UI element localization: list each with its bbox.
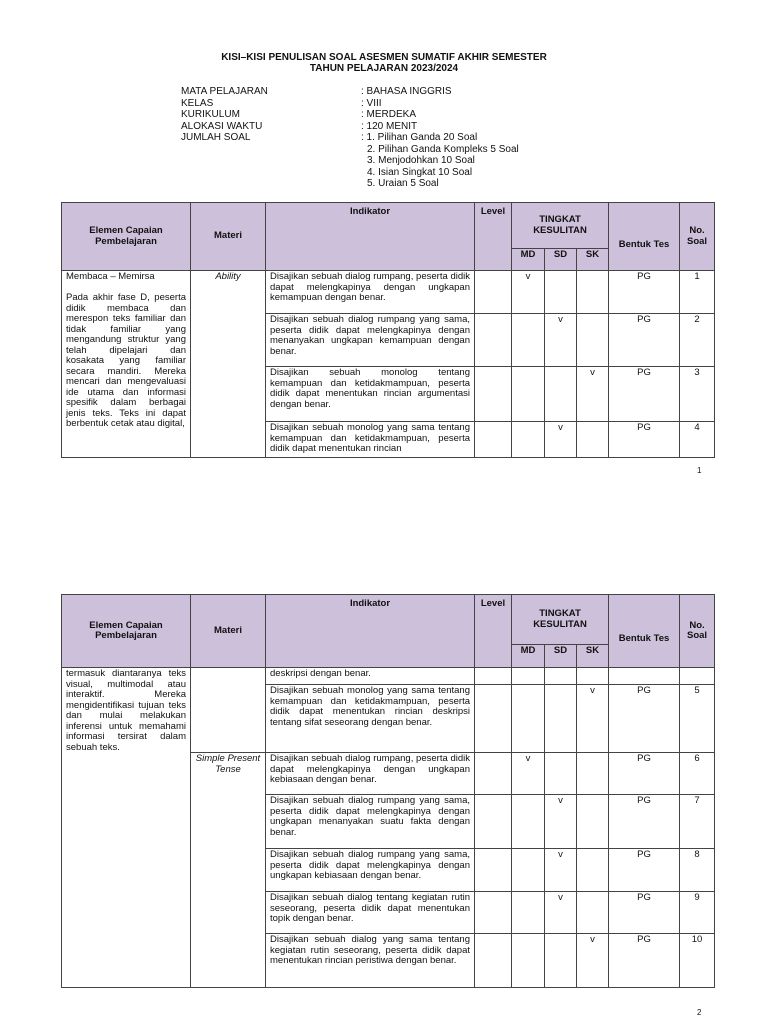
md-cell xyxy=(512,795,545,849)
no-cell: 6 xyxy=(680,753,715,795)
meta-label: KURIKULUM xyxy=(181,109,240,120)
md-cell xyxy=(512,934,545,988)
no-cell: 10 xyxy=(680,934,715,988)
header-no: No. Soal xyxy=(680,203,715,271)
no-cell xyxy=(680,668,715,685)
sk-cell xyxy=(577,271,609,314)
meta-value: : VIII xyxy=(361,97,382,109)
level-cell xyxy=(475,685,512,753)
indikator-cell: Disajikan sebuah dialog rumpang yang sama, peserta didik dapat melengkapinya dengan menanyakan ungkapan kemampuan dengan benar. xyxy=(266,314,475,367)
sd-cell: v xyxy=(545,422,577,458)
md-cell xyxy=(512,849,545,892)
no-cell: 8 xyxy=(680,849,715,892)
sd-cell xyxy=(545,753,577,795)
indikator-cell: Disajikan sebuah dialog rumpang, peserta didik dapat melengkapinya dengan ungkapan kebiasaan dengan benar. xyxy=(266,753,475,795)
sk-cell xyxy=(577,753,609,795)
sk-cell: v xyxy=(577,934,609,988)
md-cell: v xyxy=(512,271,545,314)
header-indikator: Indikator xyxy=(266,595,475,668)
header-materi: Materi xyxy=(191,203,266,271)
bentuk-cell: PG xyxy=(609,753,680,795)
header-tingkat: TINGKAT KESULITAN xyxy=(512,203,609,249)
meta-value: : 120 MENIT xyxy=(361,120,418,132)
header-no: No. Soal xyxy=(680,595,715,668)
indikator-cell: Disajikan sebuah dialog rumpang, peserta didik dapat melengkapinya dengan ungkapan kemampuan dengan benar. xyxy=(266,271,475,314)
sk-cell xyxy=(577,849,609,892)
level-cell xyxy=(475,271,512,314)
header-sk: SK xyxy=(577,645,609,668)
meta-value: 5. Uraian 5 Soal xyxy=(367,178,439,189)
no-cell: 2 xyxy=(680,314,715,367)
level-cell xyxy=(475,849,512,892)
md-cell xyxy=(512,685,545,753)
header-sd: SD xyxy=(545,249,577,271)
header-level: Level xyxy=(475,203,512,271)
header-bentuk: Bentuk Tes xyxy=(609,595,680,668)
indikator-cell: Disajikan sebuah monolog tentang kemampuan dan ketidakmampuan, peserta didik dapat menentukan rincian argumentasi dengan benar. xyxy=(266,367,475,422)
meta-labels xyxy=(181,86,268,144)
meta-label: ALOKASI WAKTU xyxy=(181,120,263,132)
indikator-cell: Disajikan sebuah dialog tentang kegiatan rutin seseorang, peserta didik dapat menentukan topik dengan benar. xyxy=(266,892,475,934)
header-elemen: Elemen Capaian Pembelajaran xyxy=(62,203,191,271)
meta-value: 4. Isian Singkat 10 Soal xyxy=(367,166,473,178)
sd-cell xyxy=(545,668,577,685)
header-tingkat: TINGKAT KESULITAN xyxy=(512,595,609,645)
sd-cell xyxy=(545,685,577,753)
meta-label: JUMLAH SOAL xyxy=(181,132,251,143)
kisi-table-page2 xyxy=(61,594,715,988)
bentuk-cell: PG xyxy=(609,422,680,458)
no-cell: 7 xyxy=(680,795,715,849)
md-cell xyxy=(512,367,545,422)
bentuk-cell: PG xyxy=(609,685,680,753)
md-cell xyxy=(512,892,545,934)
indikator-cell: Disajikan sebuah monolog yang sama tentang kemampuan dan ketidakmampuan, peserta didik dapat menentukan rincian xyxy=(266,422,475,458)
sd-cell: v xyxy=(545,795,577,849)
sk-cell xyxy=(577,422,609,458)
no-cell: 5 xyxy=(680,685,715,753)
no-cell: 1 xyxy=(680,271,715,314)
sk-cell: v xyxy=(577,685,609,753)
sd-cell: v xyxy=(545,314,577,367)
indikator-cell: Disajikan sebuah dialog yang sama tentang kegiatan rutin seseorang, peserta didik dapat menentukan rincian peristiwa dengan benar. xyxy=(266,934,475,988)
level-cell xyxy=(475,795,512,849)
header-md: MD xyxy=(512,645,545,668)
page-number: 1 xyxy=(697,466,702,475)
materi-cell: Ability xyxy=(191,271,266,458)
sk-cell xyxy=(577,668,609,685)
sk-cell: v xyxy=(577,367,609,422)
header-elemen: Elemen Capaian Pembelajaran xyxy=(62,595,191,668)
header-materi: Materi xyxy=(191,595,266,668)
sd-cell xyxy=(545,271,577,314)
meta-value: : 1. Pilihan Ganda 20 Soal xyxy=(361,132,478,143)
sd-cell xyxy=(545,934,577,988)
level-cell xyxy=(475,668,512,685)
bentuk-cell: PG xyxy=(609,795,680,849)
materi-cell: Simple Present Tense xyxy=(191,753,266,988)
meta-value: : MERDEKA xyxy=(361,109,417,120)
level-cell xyxy=(475,892,512,934)
md-cell xyxy=(512,314,545,367)
header-indikator: Indikator xyxy=(266,203,475,271)
meta-label: KELAS xyxy=(181,97,214,109)
document-subtitle: TAHUN PELAJARAN 2023/2024 xyxy=(309,63,459,74)
header-sk: SK xyxy=(577,249,609,271)
indikator-cell: Disajikan sebuah dialog rumpang yang sama, peserta didik dapat melengkapinya dengan ungkapan menanyakan suatu fakta dengan benar. xyxy=(266,795,475,849)
bentuk-cell: PG xyxy=(609,367,680,422)
meta-value: : BAHASA INGGRIS xyxy=(361,86,452,97)
md-cell xyxy=(512,668,545,685)
level-cell xyxy=(475,934,512,988)
bentuk-cell: PG xyxy=(609,314,680,367)
no-cell: 4 xyxy=(680,422,715,458)
elemen-cell: Membaca – Memirsa Pada akhir fase D, peserta didik membaca dan merespon teks familiar dan tidak familiar yang mengandung struktur yang telah dipelajari dan kosakata yang familiar secara mandiri. Mereka mencari dan mengevaluasi ide utama dan informasi spesifik dalam berbagai jenis teks. Teks ini dapat berbentuk cetak atau digital, xyxy=(62,271,191,458)
level-cell xyxy=(475,422,512,458)
level-cell xyxy=(475,753,512,795)
page-number: 2 xyxy=(697,1008,702,1017)
kisi-table-page1 xyxy=(61,202,715,458)
table-row xyxy=(62,271,715,314)
sk-cell xyxy=(577,314,609,367)
level-cell xyxy=(475,314,512,367)
document-title: KISI–KISI PENULISAN SOAL ASESMEN SUMATIF AKHIR SEMESTER xyxy=(221,52,547,63)
elemen-cell: termasuk diantaranya teks visual, multimodal atau interaktif. Mereka mengidentifikasi tujuan teks dan mulai melakukan inferensi untuk memahami informasi tersirat dalam sebuah teks. xyxy=(62,668,191,988)
indikator-cell: Disajikan sebuah monolog yang sama tentang kemampuan dan ketidakmampuan, peserta didik dapat menentukan rincian deskripsi tentang sifat seseorang dengan benar. xyxy=(266,685,475,753)
md-cell xyxy=(512,422,545,458)
no-cell: 3 xyxy=(680,367,715,422)
header-bentuk: Bentuk Tes xyxy=(609,203,680,271)
bentuk-cell xyxy=(609,668,680,685)
header-level: Level xyxy=(475,595,512,668)
indikator-cell: deskripsi dengan benar. xyxy=(266,668,475,685)
table-row xyxy=(62,668,715,685)
meta-value: 3. Menjodohkan 10 Soal xyxy=(367,155,475,166)
sd-cell: v xyxy=(545,892,577,934)
sd-cell xyxy=(545,367,577,422)
level-cell xyxy=(475,367,512,422)
meta-label: MATA PELAJARAN xyxy=(181,86,268,97)
bentuk-cell: PG xyxy=(609,271,680,314)
header-sd: SD xyxy=(545,645,577,668)
materi-cell xyxy=(191,668,266,753)
md-cell: v xyxy=(512,753,545,795)
meta-value: 2. Pilihan Ganda Kompleks 5 Soal xyxy=(367,143,519,155)
bentuk-cell: PG xyxy=(609,849,680,892)
sd-cell: v xyxy=(545,849,577,892)
header-md: MD xyxy=(512,249,545,271)
meta-values xyxy=(361,86,519,190)
bentuk-cell: PG xyxy=(609,892,680,934)
bentuk-cell: PG xyxy=(609,934,680,988)
indikator-cell: Disajikan sebuah dialog rumpang yang sama, peserta didik dapat melengkapinya dengan ungkapan kebiasaan dengan benar. xyxy=(266,849,475,892)
sk-cell xyxy=(577,892,609,934)
sk-cell xyxy=(577,795,609,849)
no-cell: 9 xyxy=(680,892,715,934)
